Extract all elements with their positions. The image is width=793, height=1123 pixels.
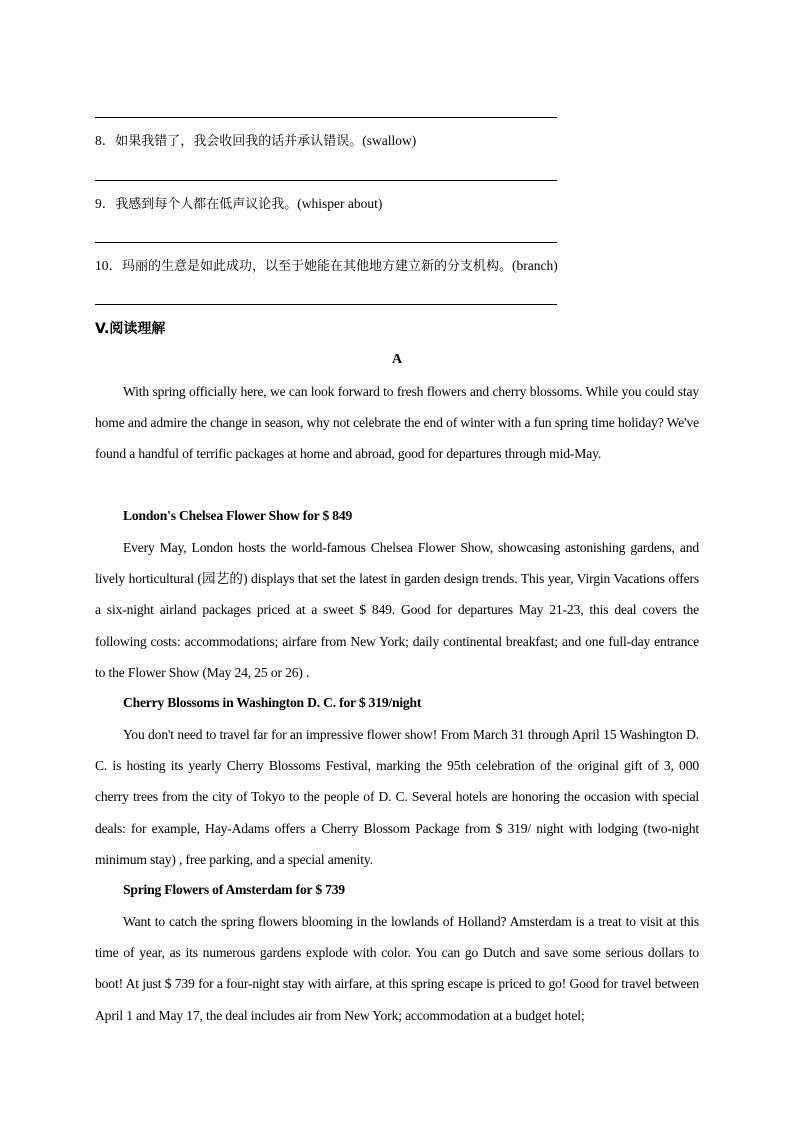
question-number: 10． xyxy=(95,258,122,273)
question-chinese: 如果我错了，我会收回我的话并承认错误。 xyxy=(115,134,363,149)
cherry-paragraph: You don't need to travel far for an impressive flower show! From March 31 through April 15 Washington D. C. is hosting its yearly Cherry Blossoms Festival, marking the 95th celebration of the original gift of 3, 000 cherry trees from the city of Tokyo to the people of D. C. Several hotels are honoring the occasion with special deals: for example, Hay-Adams offers a Cherry Blossom Package from $ 319/ night with lodging (two-night minimum stay) , free parking, and a special amenity. xyxy=(95,727,699,867)
cherry-heading: Cherry Blossoms in Washington D. C. for $ 319/night xyxy=(123,695,422,710)
answer-line-7[interactable] xyxy=(95,117,557,118)
question-hint: (branch) xyxy=(512,258,558,273)
answer-line-9[interactable] xyxy=(95,242,557,243)
answer-line-10[interactable] xyxy=(95,304,557,305)
passage-label: A xyxy=(391,352,403,367)
amsterdam-paragraph: Want to catch the spring flowers blooming in the lowlands of Holland? Amsterdam is a treat to visit at this time of year, as its numerous gardens explode with color. You can go Dutch and save some serious dollars to boot! At just $ 739 for a four-night stay with airfare, at this spring escape is priced to go! Good for travel between April 1 and May 17, the deal includes air from New York; accommodation at a budget hotel; xyxy=(95,914,699,1023)
question-chinese: 玛丽的生意是如此成功，以至于她能在其他地方建立新的分支机构。 xyxy=(122,259,513,274)
question-chinese: 我感到每个人都在低声议论我。 xyxy=(115,197,298,212)
question-number: 9． xyxy=(95,196,116,211)
passage-intro: With spring officially here, we can look forward to fresh flowers and cherry blossoms. While you could stay home and admire the change in season, why not celebrate the end of winter with a fun spring time holiday? We've found a handful of terrific packages at home and abroad, good for departures through mid-May. xyxy=(95,384,699,462)
question-hint: (swallow) xyxy=(362,133,417,148)
question-10 xyxy=(95,257,558,276)
question-hint: (whisper about) xyxy=(297,196,383,211)
london-paragraph: Every May, London hosts the world-famous Chelsea Flower Show, showcasing astonishing gardens, and lively horticultural (园艺的) displays that set the latest in garden design trends. This year, Virgin Vacations offers a six-night airland packages priced at a sweet $ 849. Good for departures May 21-23, this deal covers the following costs: accommodations; airfare from New York; daily continental breakfast; and one full-day entrance to the Flower Show (May 24, 25 or 26) . xyxy=(95,540,699,680)
london-heading: London's Chelsea Flower Show for $ 849 xyxy=(123,508,353,523)
question-8 xyxy=(95,132,416,151)
section-title: V.阅读理解 xyxy=(95,321,166,337)
amsterdam-heading: Spring Flowers of Amsterdam for $ 739 xyxy=(123,882,345,897)
answer-line-8[interactable] xyxy=(95,180,557,181)
question-number: 8． xyxy=(95,133,116,148)
question-9 xyxy=(95,195,382,214)
